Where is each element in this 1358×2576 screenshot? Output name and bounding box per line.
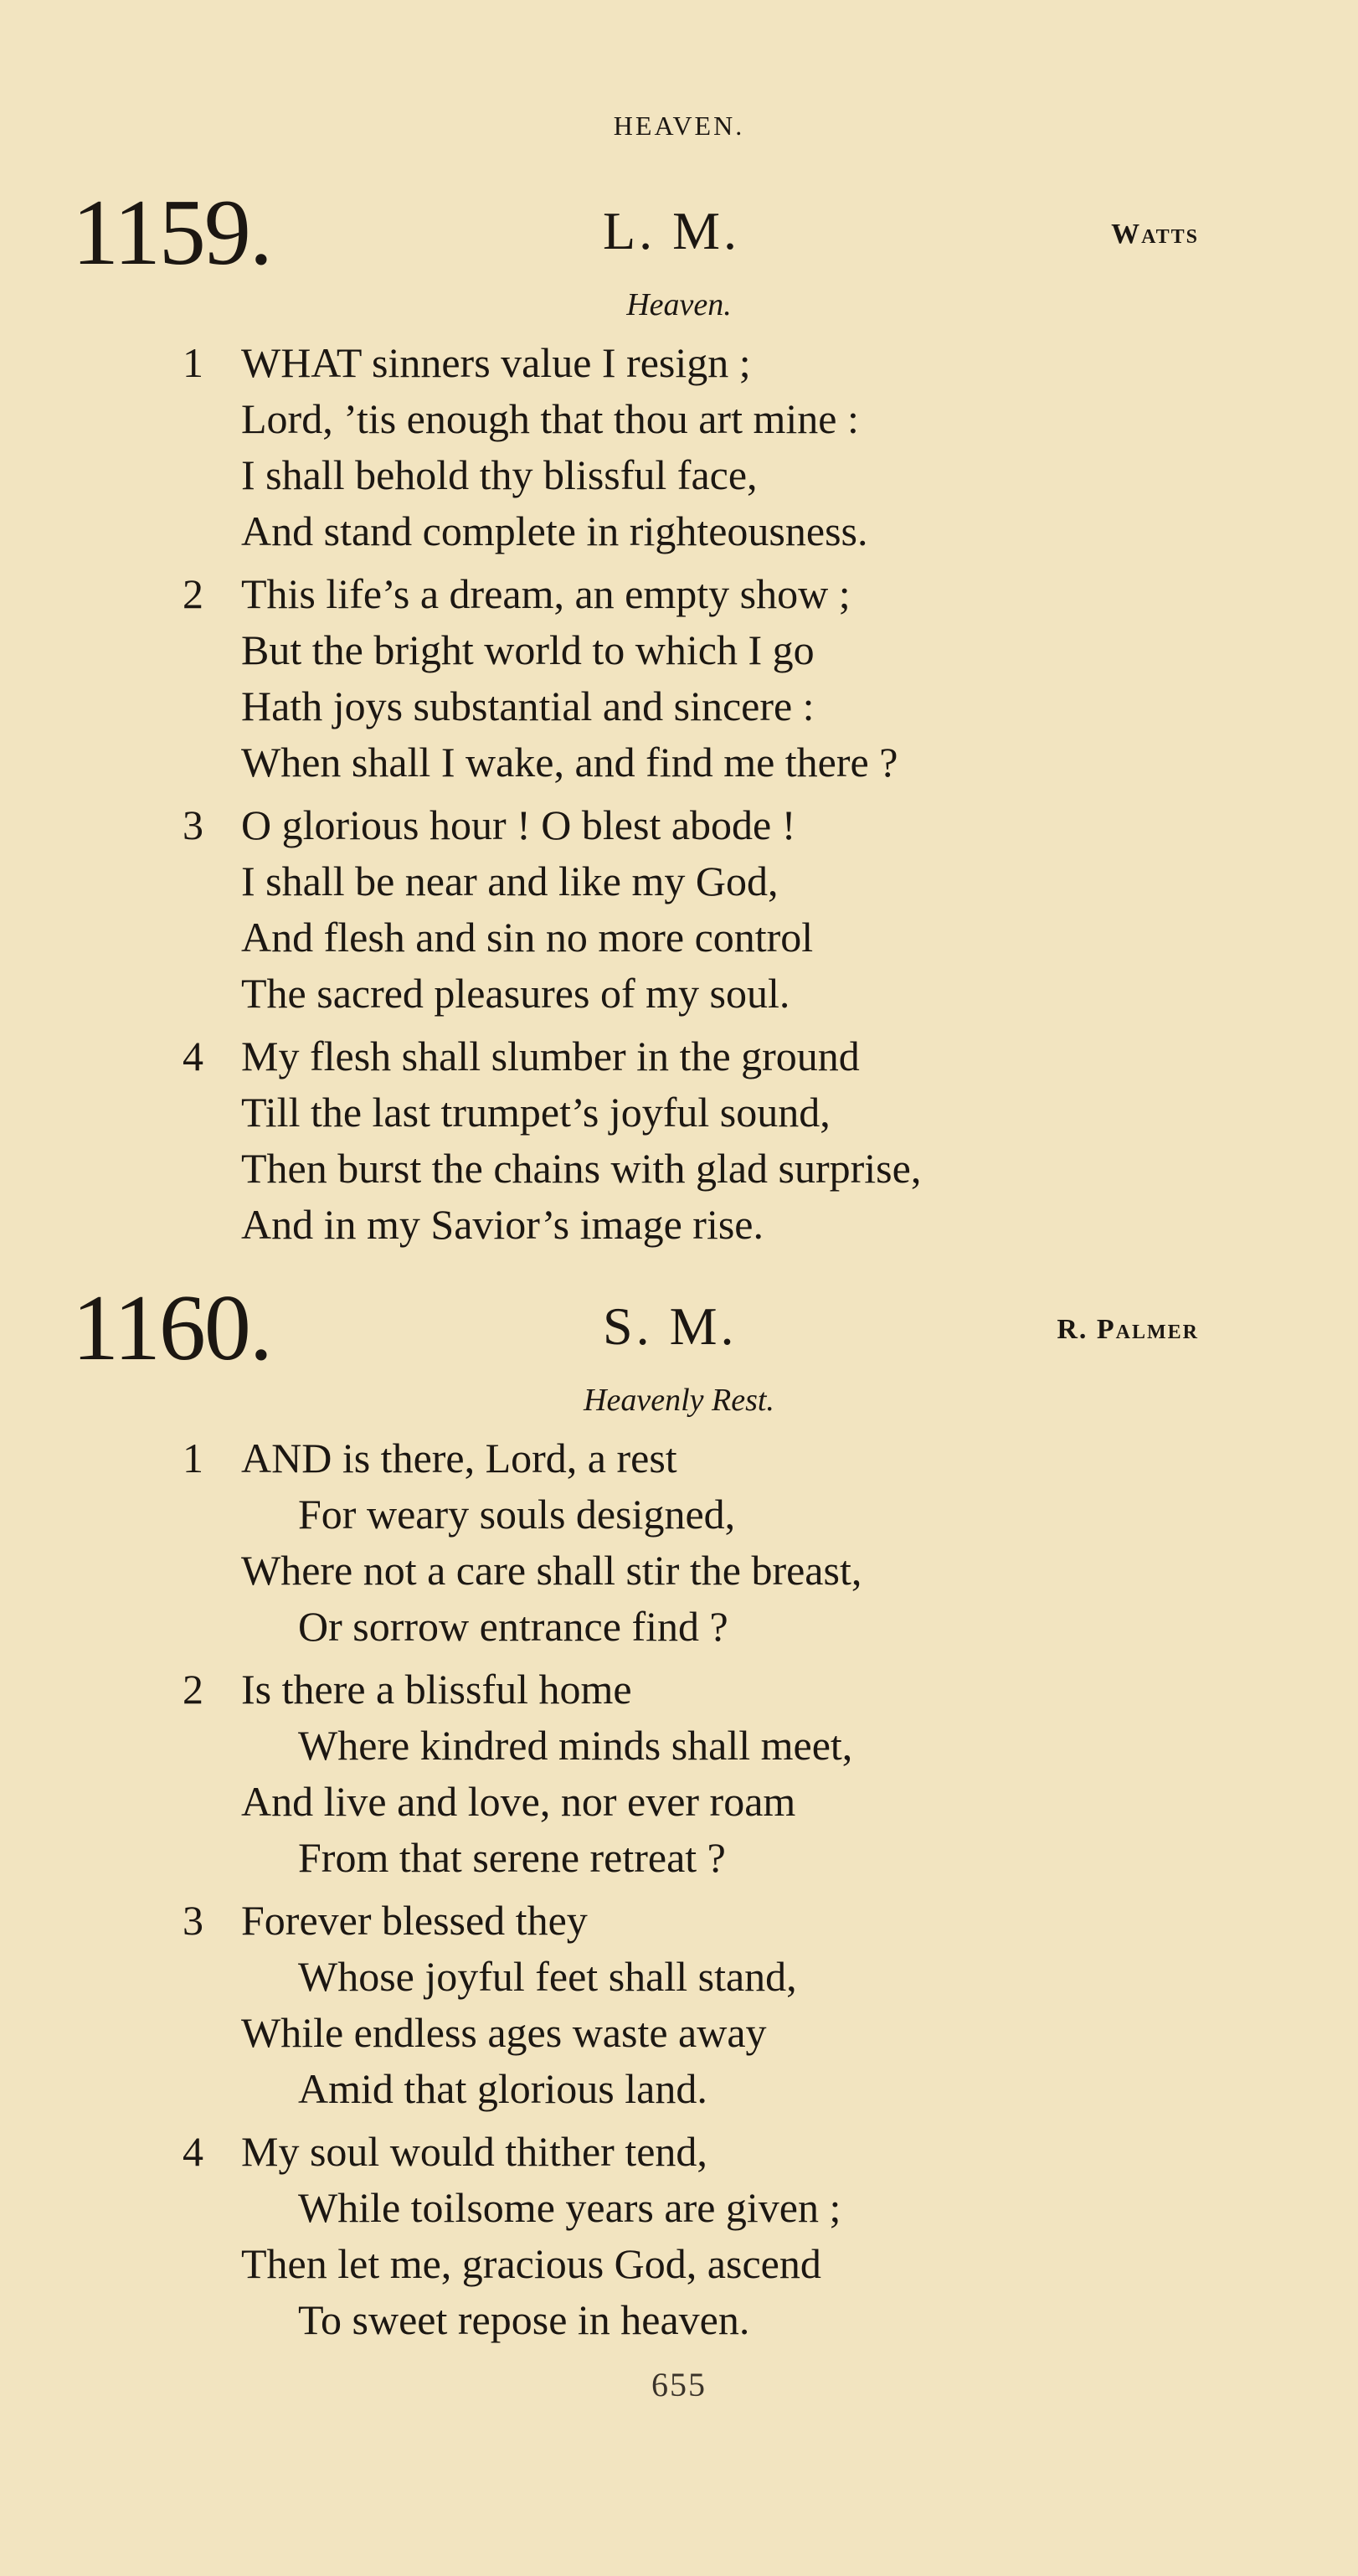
verse-line: And in my Savior’s image rise.: [241, 1201, 764, 1248]
verses: [0, 1430, 1358, 2348]
verse-line: Till the last trumpet’s joyful sound,: [241, 1089, 831, 1136]
verse-line: Where kindred minds shall meet,: [298, 1722, 853, 1769]
stanza: [0, 1028, 1358, 1253]
stanza: [0, 797, 1358, 1022]
verses: [0, 335, 1358, 1253]
verse-line: AND is there, Lord, a rest: [241, 1435, 677, 1481]
verse-line: I shall be near and like my God,: [241, 858, 779, 904]
hymn-title: Heavenly Rest.: [584, 1383, 774, 1418]
verse-line: Where not a care shall stir the breast,: [241, 1547, 862, 1594]
verse-line: And live and love, nor ever roam: [241, 1778, 796, 1825]
verse-line: Then burst the chains with glad surprise,: [241, 1145, 922, 1192]
verse-line: The sacred pleasures of my soul.: [241, 970, 790, 1017]
verse-line: When shall I wake, and find me there ?: [241, 739, 898, 786]
verse-line: Amid that glorious land.: [298, 2065, 707, 2112]
hymn-number: 1160.: [72, 1276, 271, 1380]
verse-line: My flesh shall slumber in the ground: [241, 1033, 860, 1079]
stanza: [0, 1430, 1358, 1655]
stanza: [0, 1662, 1358, 1886]
hymn-1160: [0, 1276, 1358, 2355]
verse-line: But the bright world to which I go: [241, 626, 815, 673]
verse-line: I shall behold thy blissful face,: [241, 451, 758, 498]
stanza: [0, 1893, 1358, 2117]
stanza: [0, 335, 1358, 559]
meter: S. M.: [603, 1296, 738, 1356]
verse-line: My soul would thither tend,: [241, 2128, 707, 2175]
stanza-number: 4: [183, 2128, 203, 2175]
verse-line: Is there a blissful home: [241, 1666, 632, 1713]
meter: L. M.: [603, 201, 740, 260]
stanza: [0, 2124, 1358, 2348]
verse-line: Lord, ’tis enough that thou art mine :: [241, 395, 859, 442]
verse-line: Or sorrow entrance find ?: [298, 1603, 728, 1650]
verse-line: While endless ages waste away: [241, 2009, 767, 2056]
verse-line: O glorious hour ! O blest abode !: [241, 801, 796, 848]
stanza-number: 2: [183, 570, 203, 617]
hymn-title: Heaven.: [626, 287, 732, 322]
verse-line: Then let me, gracious God, ascend: [241, 2240, 821, 2287]
hymn-number: 1159.: [72, 181, 271, 285]
hymn-header: [0, 181, 1358, 286]
hymn-1159: [0, 181, 1358, 1260]
verse-line: While toilsome years are given ;: [298, 2184, 841, 2231]
stanza-number: 3: [183, 1897, 203, 1944]
verse-line: And flesh and sin no more control: [241, 914, 814, 961]
author: Watts: [1111, 219, 1199, 250]
verse-line: And stand complete in righteousness.: [241, 507, 868, 554]
stanza-number: 1: [183, 1435, 203, 1481]
verse-line: Whose joyful feet shall stand,: [298, 1953, 797, 2000]
stanza-number: 4: [183, 1033, 203, 1079]
running-head: HEAVEN.: [613, 111, 745, 141]
stanza-number: 3: [183, 801, 203, 848]
verse-line: This life’s a dream, an empty show ;: [241, 570, 851, 617]
verse-line: For weary souls designed,: [298, 1491, 736, 1538]
verse-line: Forever blessed they: [241, 1897, 588, 1944]
hymn-header: [0, 1276, 1358, 1382]
page-number: 655: [651, 2366, 707, 2403]
verse-line: WHAT sinners value I resign ;: [241, 339, 751, 386]
stanza: [0, 566, 1358, 791]
stanza-number: 2: [183, 1666, 203, 1713]
verse-line: To sweet repose in heaven.: [298, 2296, 750, 2343]
verse-line: Hath joys substantial and sincere :: [241, 683, 815, 729]
author: R. Palmer: [1057, 1314, 1199, 1345]
verse-line: From that serene retreat ?: [298, 1834, 726, 1881]
stanza-number: 1: [183, 339, 203, 386]
